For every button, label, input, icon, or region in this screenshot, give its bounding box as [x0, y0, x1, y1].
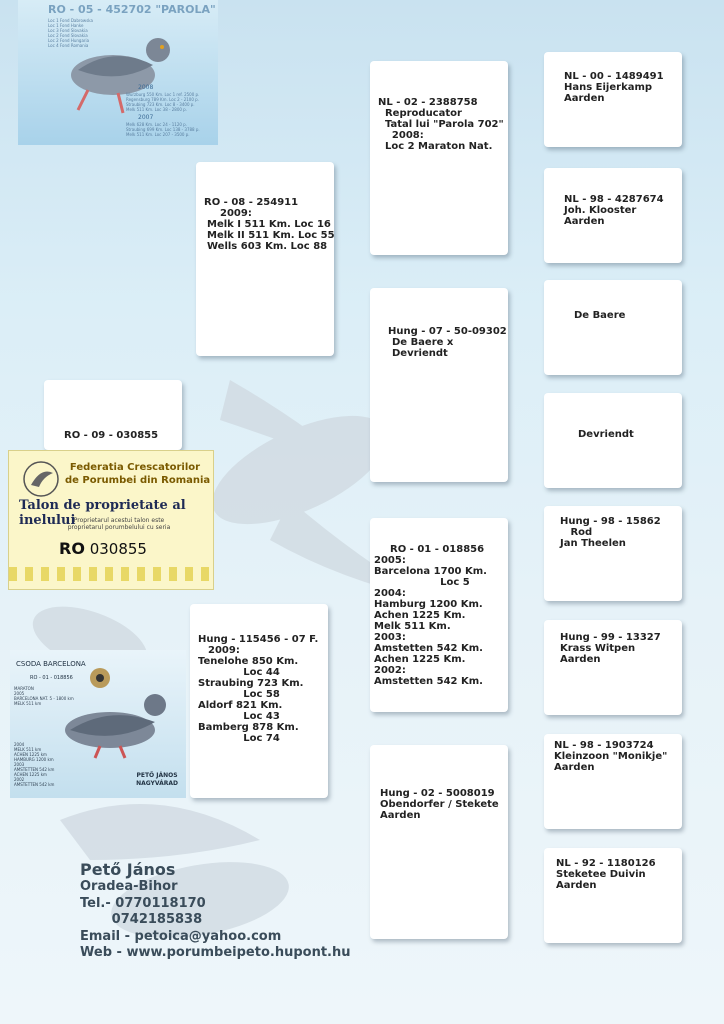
card-line: Tatal lui "Parola 702" [378, 119, 504, 130]
card-line: 2008: [378, 130, 424, 141]
card-line: Amstetten 542 Km. [374, 643, 483, 654]
decorative-border [9, 567, 213, 581]
card-line: Devriendt [392, 348, 448, 359]
card-line: Joh. Klooster [564, 205, 637, 216]
photo-results: MARATON 2005 BARCELONA NAT. 5 - 1800 km MELK 511 km [14, 686, 74, 706]
breeder-email[interactable]: Email - petoica@yahoo.com [80, 928, 282, 944]
breeder-contact [80, 860, 350, 962]
card-line: Aarden [554, 762, 595, 773]
card-line: 2002: [374, 665, 406, 676]
photo-year-a: 2008 [138, 84, 154, 91]
card-line: Aldorf 821 Km. [198, 700, 283, 711]
card-dam-dam [370, 745, 508, 939]
card-line: Reproducator [378, 108, 462, 119]
card-line: Wells 603 Km. Loc 88 [207, 241, 328, 252]
card-dsd [544, 620, 682, 715]
card-dss [544, 506, 682, 601]
card-line: Hung - 02 - 5008019 [380, 788, 495, 799]
card-line: Melk II 511 Km. Loc 55 [207, 230, 335, 241]
card-line: Kleinzoon "Monikje" [554, 751, 668, 762]
card-subject [44, 380, 182, 450]
card-line: Barcelona 1700 Km. [374, 566, 487, 577]
card-line: Hans Eijerkamp [564, 82, 653, 93]
card-line: Hamburg 1200 Km. [374, 599, 483, 610]
card-line: De Baere [574, 310, 626, 321]
card-dam-sire [370, 518, 508, 712]
card-sire-dam [370, 288, 508, 482]
ring-ownership-certificate [8, 450, 214, 590]
card-line: RO - 01 - 018856 [390, 544, 485, 555]
federation-name: Federatia Crescatorilor de Porumbei din Romania [65, 462, 211, 486]
card-line: Loc 43 [198, 711, 280, 722]
card-sire [196, 162, 334, 356]
card-line: 2005: [374, 555, 406, 566]
photo-results-a: Wurzburg 550 Km. Loc 1 ref. 2500 p. Regensburg 789 Km. Loc 2 - 2100 p. Straubing 723 Km. Loc 8 - 3400 p. Melk 511 Km. Loc 38 - 2800 p. [126, 92, 200, 112]
card-line: NL - 02 - 2388758 [378, 97, 478, 108]
card-line: Hung - 99 - 13327 [560, 632, 661, 643]
certificate-title: Talon de proprietate al inelului [19, 498, 186, 528]
card-line: NL - 98 - 4287674 [564, 194, 664, 205]
card-line: Tenelohe 850 Km. [198, 656, 299, 667]
card-line: Steketee Duivin [556, 869, 646, 880]
card-line: 2009: [208, 645, 240, 656]
card-line: Krass Witpen [560, 643, 636, 654]
card-line: Hung - 98 - 15862 [560, 516, 661, 527]
card-line: Jan Theelen [560, 538, 626, 549]
photo-header: RO - 05 - 452702 "PAROLA" [48, 3, 216, 16]
card-dam [190, 604, 328, 798]
card-line: 2003: [374, 632, 406, 643]
card-line: Melk I 511 Km. Loc 16 [207, 219, 331, 230]
card-sds [544, 280, 682, 375]
photo-ring: RO - 01 - 018856 [30, 675, 73, 681]
bottom-pigeon-photo [10, 650, 186, 798]
photo-owner: PETŐ JÁNOS NAGYVÁRAD [136, 772, 178, 787]
breeder-city: Oradea-Bihor [80, 879, 178, 894]
card-line: Aarden [564, 93, 605, 104]
card-line: NL - 92 - 1180126 [556, 858, 656, 869]
card-line: Achen 1225 Km. [374, 654, 466, 665]
card-sire-sire [370, 61, 508, 255]
card-line: Rod [560, 527, 593, 538]
card-line: Obendorfer / Stekete [380, 799, 499, 810]
card-line: Loc 44 [198, 667, 280, 678]
photo-results-2: 2004 MELK 511 km ACHEN 1225 km HAMBURG 1200 km 2003 AMSTETTEN 542 km ACHEN 1225 km 2002 AMSTETTEN 542 km [14, 742, 55, 787]
card-line: NL - 00 - 1489491 [564, 71, 664, 82]
breeder-phone-1: Tel.- 0770118170 [80, 895, 206, 911]
card-line: Amstetten 542 Km. [374, 676, 483, 687]
card-line: Loc 74 [198, 733, 280, 744]
card-line: 2004: [374, 588, 406, 599]
card-line: Loc 2 Maraton Nat. [378, 141, 493, 152]
certificate-subtitle: Proprietarul acestui talon este proprietarul porumbelului cu seria [67, 517, 171, 531]
card-line: Aarden [380, 810, 421, 821]
card-line: Melk 511 Km. [374, 621, 451, 632]
card-sdd [544, 393, 682, 488]
photo-results-b: Melk 628 Km. Loc 24 - 1120 p. Straubing 699 Km. Loc 138 - 3788 p. Melk 511 Km. Loc 207 - 3500 p. [126, 122, 200, 137]
card-line: Loc 58 [198, 689, 280, 700]
card-line: Loc 5 [374, 577, 470, 588]
breeder-website[interactable]: Web - www.porumbeipeto.hupont.hu [80, 945, 351, 960]
card-sss [544, 52, 682, 147]
card-line: RO - 09 - 030855 [64, 430, 159, 441]
photo-results-left: Loc 1 Fond Dabrowska Loc 1 Fond Hanke Loc 3 Fond Slovakia Loc 2 Fond Slovakia Loc 2 Fond Hungaria Loc 4 Fond Romania [48, 18, 93, 48]
card-line: RO - 08 - 254911 [204, 197, 299, 208]
card-line: Hung - 07 - 50-09302 [388, 326, 507, 337]
ring-number: 030855 [89, 540, 147, 558]
card-line: Aarden [564, 216, 605, 227]
card-line: Aarden [560, 654, 601, 665]
card-line: Devriendt [578, 429, 634, 440]
certificate-ring [59, 539, 147, 558]
breeder-phone-2: 0742185838 [80, 912, 203, 927]
card-line: NL - 98 - 1903724 [554, 740, 654, 751]
photo-year-b: 2007 [138, 114, 154, 121]
breeder-name: Pető János [80, 860, 176, 879]
card-ssd [544, 168, 682, 263]
federation-logo-icon [21, 459, 61, 499]
card-ddd [544, 848, 682, 943]
card-line: Hung - 115456 - 07 F. [198, 634, 319, 645]
pigeon-icon [40, 660, 170, 760]
ring-prefix: RO [59, 539, 85, 558]
card-line: Straubing 723 Km. [198, 678, 304, 689]
card-dds [544, 734, 682, 829]
card-line: Bamberg 878 Km. [198, 722, 299, 733]
card-line: 2009: [220, 208, 252, 219]
photo-title: CSODA BARCELONA [16, 660, 86, 668]
top-pigeon-photo [18, 0, 218, 145]
card-line: Aarden [556, 880, 597, 891]
card-line: De Baere x [392, 337, 454, 348]
card-line: Achen 1225 Km. [374, 610, 466, 621]
